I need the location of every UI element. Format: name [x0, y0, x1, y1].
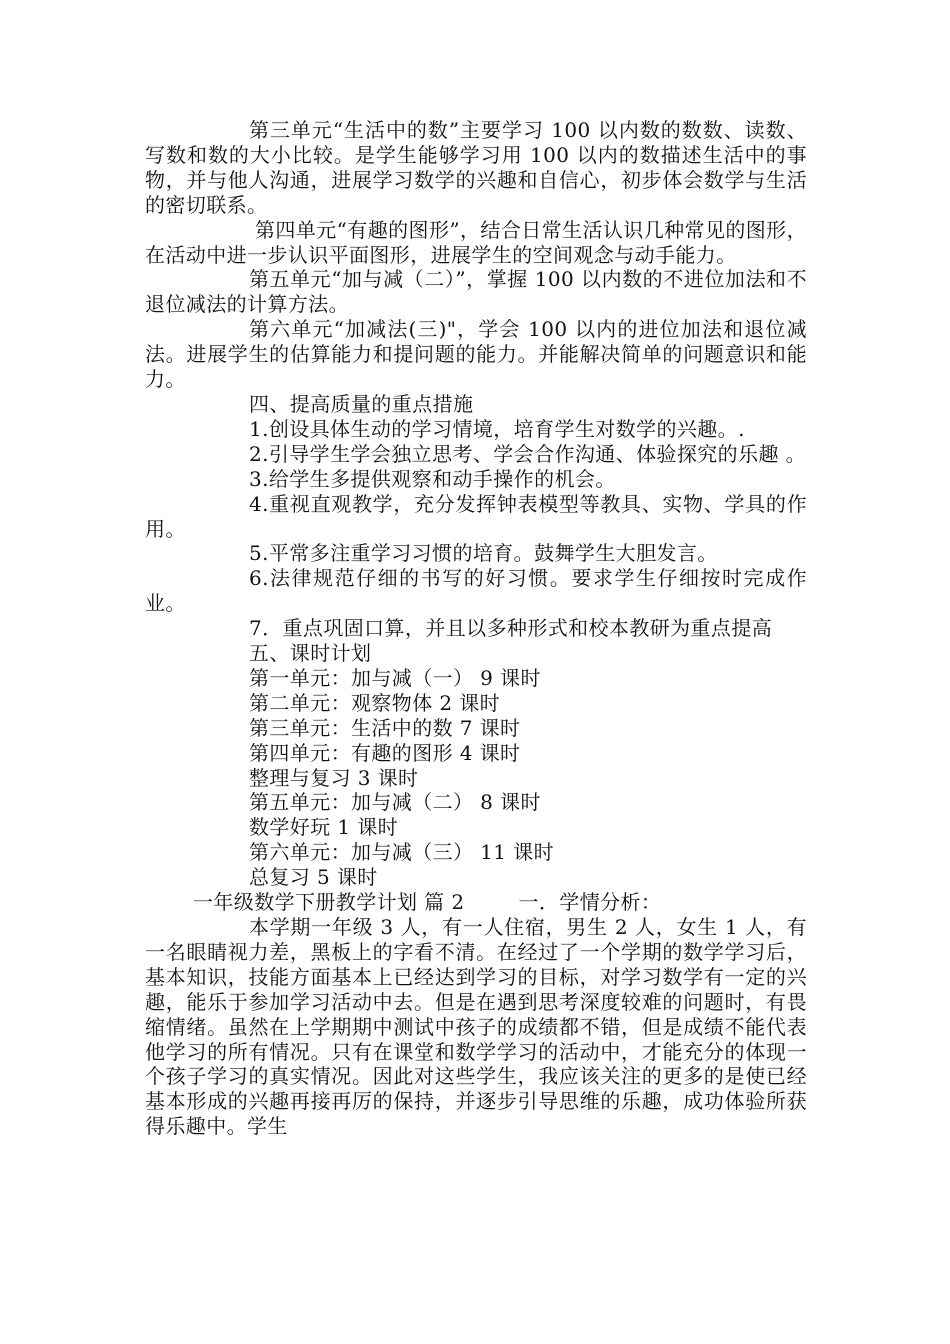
schedule-item-4: 第四单元：有趣的图形 4 课时 — [249, 740, 521, 765]
schedule-item-2: 第二单元：观察物体 2 课时 — [249, 690, 501, 715]
schedule-item-3: 第三单元：生活中的数 7 课时 — [249, 715, 521, 740]
schedule-item-5: 整理与复习 3 课时 — [249, 765, 419, 790]
plan-2-heading: 一年级数学下册教学计划 篇 2 一．学情分析： — [193, 890, 662, 915]
section-heading-measures: 四、提高质量的重点措施 — [249, 391, 474, 416]
schedule-item-6: 第五单元：加与减（二） 8 课时 — [249, 790, 541, 815]
schedule-item-1: 第一单元：加与减（一） 9 课时 — [249, 665, 541, 690]
section-heading-schedule: 五、课时计划 — [249, 641, 372, 666]
measure-item-1: 1.创设具体生动的学习情境，培育学生对数学的兴趣。. — [249, 416, 745, 441]
measure-item-5: 5.平常多注重学习习惯的培育。鼓舞学生大胆发言。 — [249, 541, 718, 566]
measure-item-2: 2.引导学生学会独立思考、学会合作沟通、体验探究的乐趣 。 — [249, 441, 807, 466]
paragraph-unit-3: 第三单元“生活中的数”主要学习 100 以内数的数数、读数、写数和数的大小比较。是学生能够学习用 100 以内的数描述生活中的事物，并与他人沟通，进展学习数学的兴趣和自信心，初步体会数学与生活的密切联系。 — [145, 118, 807, 217]
measure-item-7: 7．重点巩固口算，并且以多种形式和校本教研为重点提高 — [249, 616, 773, 641]
document-body — [145, 118, 807, 1139]
measure-item-3: 3.给学生多提供观察和动手操作的机会。 — [249, 466, 616, 491]
schedule-item-8: 第六单元：加与减（三） 11 课时 — [249, 840, 554, 865]
schedule-item-9: 总复习 5 课时 — [249, 865, 378, 890]
paragraph-unit-5: 第五单元“加与减（二）”，掌握 100 以内数的不进位加法和不退位减法的计算方法。 — [145, 267, 807, 317]
measure-item-6: 6.法律规范仔细的书写的好习惯。要求学生仔细按时完成作业。 — [145, 566, 807, 616]
measure-item-4: 4.重视直观教学，充分发挥钟表模型等教具、实物、学具的作用。 — [145, 491, 807, 541]
paragraph-student-analysis: 本学期一年级 3 人，有一人住宿，男生 2 人，女生 1 人，有一名眼睛视力差，黑板上的字看不清。在经过了一个学期的数学学习后，基本知识，技能方面基本上已经达到学习的目标，对学习数学有一定的兴趣，能乐于参加学习活动中去。但是在遇到思考深度较难的问题时，有畏缩情绪。虽然在上学期期中测试中孩子的成绩都不错，但是成绩不能代表他学习的所有情况。只有在课堂和数学学习的活动中，才能充分的体现一个孩子学习的真实情况。因此对这些学生，我应该关注的更多的是使已经基本形成的兴趣再接再厉的保持，并逐步引导思维的乐趣，成功体验所获得乐趣中。学生 — [145, 915, 807, 1139]
paragraph-unit-4: 第四单元“有趣的图形”，结合日常生活认识几种常见的图形，在活动中进一步认识平面图形，进展学生的空间观念与动手能力。 — [145, 217, 807, 267]
paragraph-unit-6: 第六单元“加减法(三)"，学会 100 以内的进位加法和退位减法。进展学生的估算能力和提问题的能力。并能解决简单的问题意识和能力。 — [145, 317, 807, 392]
schedule-item-7: 数学好玩 1 课时 — [249, 815, 399, 840]
